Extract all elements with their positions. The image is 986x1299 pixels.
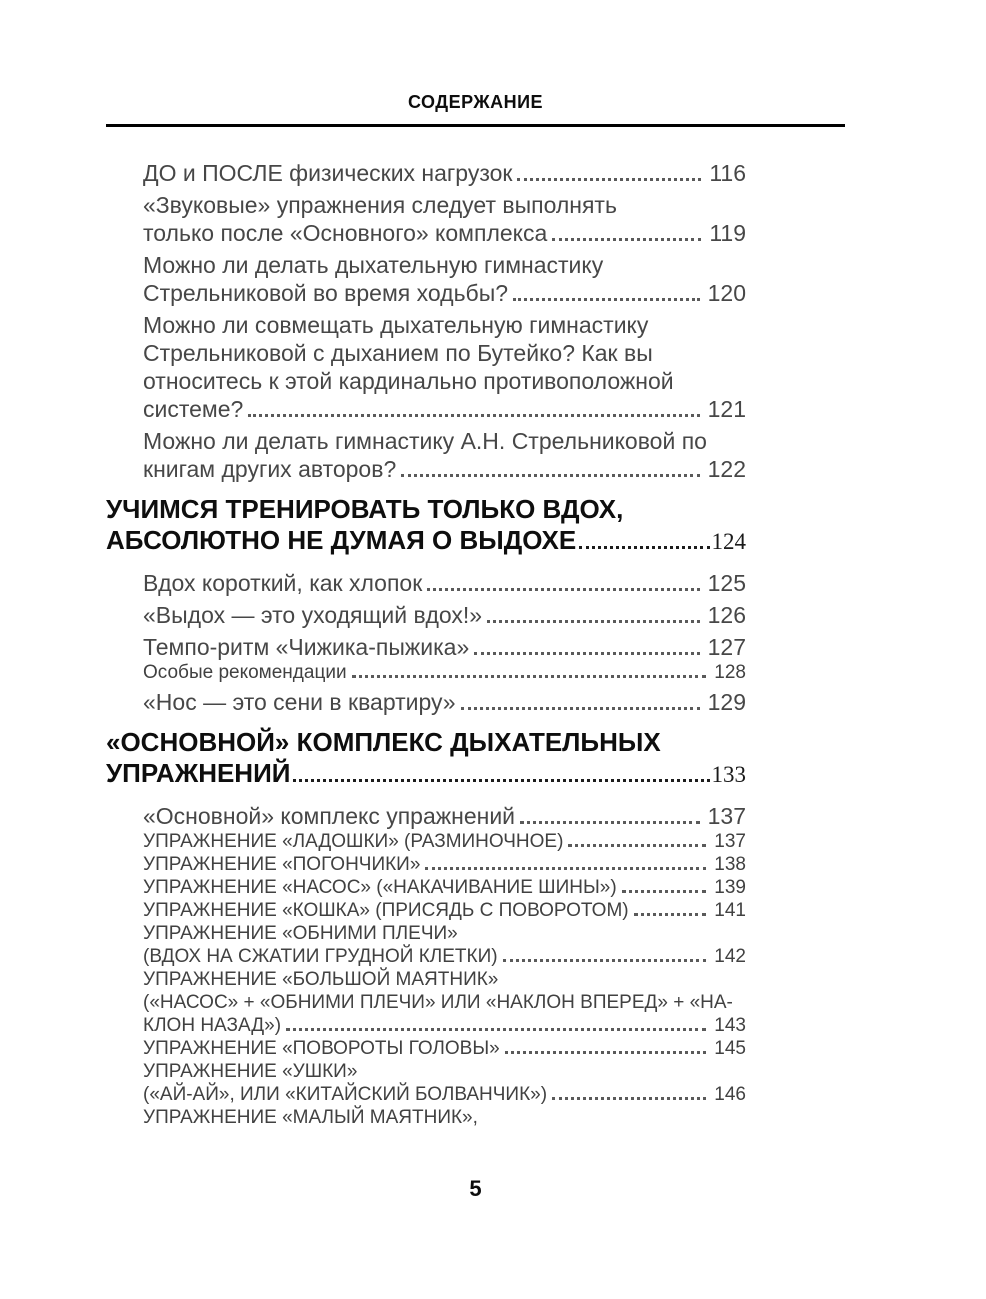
toc-page-number: 122 <box>707 456 746 482</box>
leader-dots <box>505 1051 707 1054</box>
toc-page-number: 124 <box>711 529 746 554</box>
leader-dots <box>503 959 707 962</box>
toc-entry-lastline <box>143 633 746 661</box>
toc-page-number: 145 <box>714 1038 746 1059</box>
toc-entry-text: «Выдох — это уходящий вдох!» <box>143 602 483 628</box>
toc-entry <box>106 1106 746 1129</box>
toc-page-number: 142 <box>714 946 746 967</box>
toc-entry-line: УПРАЖНЕНИЕ «БОЛЬШОЙ МАЯТНИК» <box>143 969 499 990</box>
toc-page-number: 126 <box>707 602 746 628</box>
toc-entry-lastline <box>143 569 746 597</box>
toc-entry-lastline <box>143 159 746 187</box>
toc-entry <box>106 251 746 307</box>
toc-entry <box>106 853 746 876</box>
toc-entry-lastline <box>143 1083 746 1106</box>
toc-entry-lastline <box>143 853 746 876</box>
toc-entry <box>106 569 746 597</box>
header-divider <box>106 124 845 127</box>
toc-page-number: 138 <box>714 854 746 875</box>
folio-page-number: 5 <box>469 1176 482 1201</box>
toc-entry-lastline <box>106 758 746 790</box>
leader-dots <box>568 844 706 847</box>
toc-page-number: 139 <box>714 877 746 898</box>
toc-entry-lastline <box>143 601 746 629</box>
toc-entry-text: Темпо-ритм «Чижика-пыжика» <box>143 634 470 660</box>
toc-entry <box>106 601 746 629</box>
toc-page-number: 133 <box>711 762 746 787</box>
toc-entry-lastline <box>143 1037 746 1060</box>
toc-entry-text: УПРАЖНЕНИЕ «НАСОС» («НАКАЧИВАНИЕ ШИНЫ») <box>143 877 617 898</box>
toc-entry-line: «ОСНОВНОЙ» КОМПЛЕКС ДЫХАТЕЛЬНЫХ <box>106 727 661 757</box>
toc-entry-text: книгам других авторов? <box>143 456 397 482</box>
toc-entry-text: системе? <box>143 396 244 422</box>
toc-entry-lastline <box>143 876 746 899</box>
leader-dots <box>579 546 709 549</box>
toc-entry-lastline <box>143 802 746 830</box>
leader-dots <box>634 913 707 916</box>
toc-entry-text: АБСОЛЮТНО НЕ ДУМАЯ О ВЫДОХЕ <box>106 525 577 555</box>
toc-entry-text: (ВДОХ НА СЖАТИИ ГРУДНОЙ КЛЕТКИ) <box>143 946 498 967</box>
toc-entry <box>106 688 746 716</box>
toc-page-number: 137 <box>707 803 746 829</box>
leader-dots <box>622 890 707 893</box>
toc-entry <box>106 968 746 1037</box>
toc-entry-text: УПРАЖНЕНИЕ «КОШКА» (ПРИСЯДЬ С ПОВОРОТОМ) <box>143 900 629 921</box>
toc-entry-line: Можно ли делать гимнастику А.Н. Стрельниковой по <box>143 428 707 454</box>
toc-entry <box>106 191 746 247</box>
toc-page-number: 121 <box>707 396 746 422</box>
toc-entry <box>106 1060 746 1106</box>
leader-dots <box>425 867 706 870</box>
toc-entry-text: Особые рекомендации <box>143 662 347 683</box>
toc-entry-text: УПРАЖНЕНИЙ <box>106 758 291 788</box>
toc-entry-lastline <box>143 1014 746 1037</box>
toc-entry-line: Можно ли делать дыхательную гимнастику <box>143 252 604 278</box>
toc-entry <box>106 830 746 853</box>
toc-entry-text: «Нос — это сени в квартиру» <box>143 689 456 715</box>
leader-dots <box>487 620 700 623</box>
toc-page-number: 137 <box>714 831 746 852</box>
leader-dots <box>552 238 701 241</box>
toc-entry-line: Стрельниковой с дыханием по Бутейко? Как вы <box>143 340 653 366</box>
toc-entry-lastline <box>143 945 746 968</box>
toc-entry-line: Можно ли совмещать дыхательную гимнастику <box>143 312 649 338</box>
toc-entry-lastline <box>143 688 746 716</box>
toc-entry <box>106 876 746 899</box>
toc-page-number: 125 <box>707 570 746 596</box>
toc-entry-lastline <box>106 525 746 557</box>
leader-dots <box>513 298 700 301</box>
toc-entry-lastline <box>143 395 746 423</box>
toc-entry-lastline <box>143 830 746 853</box>
toc-entry <box>106 661 746 684</box>
toc-entry-text: УПРАЖНЕНИЕ «МАЛЫЙ МАЯТНИК», <box>143 1107 478 1128</box>
toc-page-number: 116 <box>709 160 746 186</box>
toc-page-number: 120 <box>707 280 746 306</box>
leader-dots <box>517 178 701 181</box>
page-title: СОДЕРЖАНИЕ <box>407 92 544 112</box>
toc-entry-lastline <box>143 279 746 307</box>
toc-page-number: 119 <box>709 220 746 246</box>
toc-entry <box>106 922 746 968</box>
leader-dots <box>474 652 699 655</box>
toc-entry-text: УПРАЖНЕНИЕ «ПОГОНЧИКИ» <box>143 854 421 875</box>
toc-entry-text: Стрельниковой во время ходьбы? <box>143 280 509 306</box>
toc-entry <box>106 159 746 187</box>
toc-entry-text: Вдох короткий, как хлопок <box>143 570 423 596</box>
toc-entry <box>106 494 746 557</box>
leader-dots <box>552 1097 706 1100</box>
leader-dots <box>461 707 700 710</box>
toc-page-number: 127 <box>707 634 746 660</box>
toc-entry-text: УПРАЖНЕНИЕ «ПОВОРОТЫ ГОЛОВЫ» <box>143 1038 500 1059</box>
page-footer <box>106 1176 845 1202</box>
leader-dots <box>293 779 709 782</box>
table-of-contents <box>106 155 746 1129</box>
toc-entry-line: относитесь к этой кардинально противоположной <box>143 368 674 394</box>
toc-entry <box>106 311 746 423</box>
toc-page-number: 141 <box>714 900 746 921</box>
toc-entry <box>106 802 746 830</box>
toc-entry-lastline <box>143 899 746 922</box>
toc-page-number: 128 <box>714 662 746 683</box>
toc-entry <box>106 427 746 483</box>
toc-entry-lastline <box>143 455 746 483</box>
toc-page-number: 129 <box>707 689 746 715</box>
toc-entry <box>106 899 746 922</box>
leader-dots <box>520 821 700 824</box>
toc-page-number: 143 <box>714 1015 746 1036</box>
toc-entry-lastline <box>143 1106 746 1129</box>
toc-entry-text: только после «Основного» комплекса <box>143 220 548 246</box>
toc-entry-line: УПРАЖНЕНИЕ «УШКИ» <box>143 1061 358 1082</box>
toc-entry-text: КЛОН НАЗАД») <box>143 1015 282 1036</box>
leader-dots <box>286 1028 706 1031</box>
toc-entry-text: («АЙ-АЙ», ИЛИ «КИТАЙСКИЙ БОЛВАНЧИК») <box>143 1084 548 1105</box>
toc-entry <box>106 633 746 661</box>
toc-entry-text: ДО и ПОСЛЕ физических нагрузок <box>143 160 513 186</box>
leader-dots <box>427 588 699 591</box>
toc-page-number: 146 <box>714 1084 746 1105</box>
toc-entry-line: («НАСОС» + «ОБНИМИ ПЛЕЧИ» ИЛИ «НАКЛОН ВПЕРЕД» + «НА- <box>143 992 733 1013</box>
leader-dots <box>352 675 707 678</box>
toc-entry <box>106 1037 746 1060</box>
leader-dots <box>248 414 699 417</box>
toc-entry <box>106 727 746 790</box>
toc-entry-text: УПРАЖНЕНИЕ «ЛАДОШКИ» (РАЗМИНОЧНОЕ) <box>143 831 564 852</box>
toc-entry-text: «Основной» комплекс упражнений <box>143 803 516 829</box>
toc-entry-line: УПРАЖНЕНИЕ «ОБНИМИ ПЛЕЧИ» <box>143 923 458 944</box>
toc-entry-lastline <box>143 219 746 247</box>
toc-entry-lastline <box>143 661 746 684</box>
toc-entry-line: «Звуковые» упражнения следует выполнять <box>143 192 617 218</box>
leader-dots <box>401 474 699 477</box>
toc-entry-line: УЧИМСЯ ТРЕНИРОВАТЬ ТОЛЬКО ВДОХ, <box>106 494 624 524</box>
